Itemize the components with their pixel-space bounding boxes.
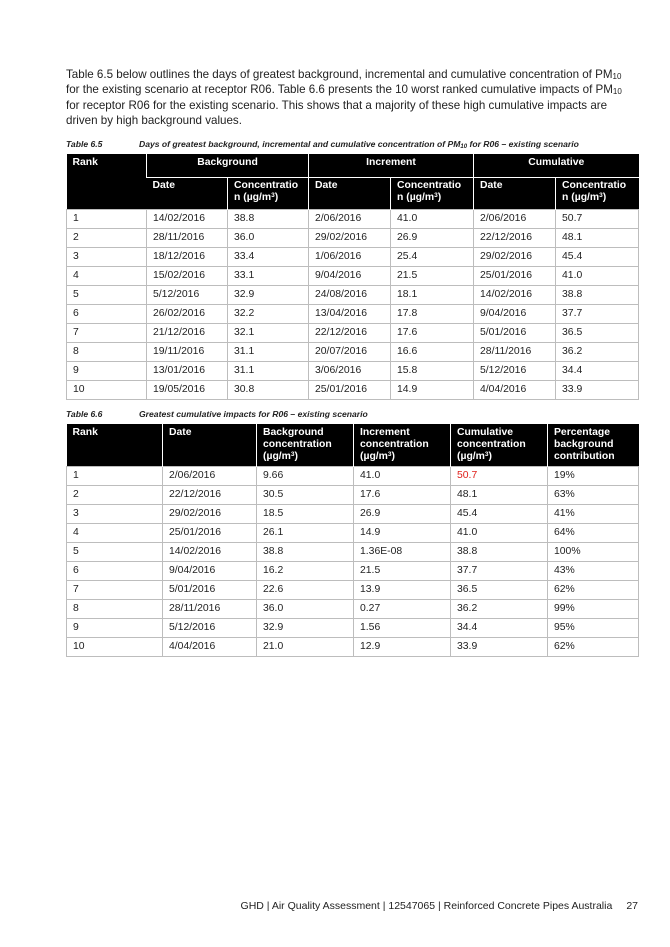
background-date-cell: 21/12/2016 — [147, 324, 228, 343]
column-header-increment: Increment — [309, 154, 474, 178]
cumulative-cell: 36.2 — [451, 600, 548, 619]
increment-concentration-cell: 15.8 — [391, 362, 474, 381]
rank-cell: 4 — [67, 524, 163, 543]
cumulative-cell: 37.7 — [451, 562, 548, 581]
background-cell: 22.6 — [257, 581, 354, 600]
date-cell: 5/01/2016 — [163, 581, 257, 600]
date-cell: 5/12/2016 — [163, 619, 257, 638]
column-header-percentage-background: Percentage background contribution — [548, 424, 639, 467]
cumulative-cell: 48.1 — [451, 486, 548, 505]
increment-concentration-cell: 41.0 — [391, 210, 474, 229]
cumulative-concentration-cell: 48.1 — [556, 229, 639, 248]
table-row — [67, 543, 639, 562]
table-row — [67, 305, 639, 324]
cumulative-date-cell: 5/12/2016 — [474, 362, 556, 381]
table-row — [67, 381, 639, 400]
table-6-5 — [66, 154, 639, 400]
rank-cell: 1 — [67, 467, 163, 486]
percentage-cell: 64% — [548, 524, 639, 543]
column-header-cumulative-concentration: Cumulative concentration $(\mu g/m^3)$ — [451, 424, 548, 467]
table-row — [67, 619, 639, 638]
background-cell: 26.1 — [257, 524, 354, 543]
cumulative-concentration-cell: 50.7 — [556, 210, 639, 229]
rank-cell: 7 — [67, 324, 147, 343]
rank-cell: 10 — [67, 381, 147, 400]
background-date-cell: 15/02/2016 — [147, 267, 228, 286]
cumulative-date-cell: 5/01/2016 — [474, 324, 556, 343]
increment-concentration-cell: 17.8 — [391, 305, 474, 324]
date-cell: 25/01/2016 — [163, 524, 257, 543]
rank-cell: 3 — [67, 505, 163, 524]
table-row — [67, 581, 639, 600]
increment-date-cell: 25/01/2016 — [309, 381, 391, 400]
percentage-cell: 62% — [548, 581, 639, 600]
table-row — [67, 467, 639, 486]
background-concentration-cell: 31.1 — [228, 343, 309, 362]
table-row — [67, 600, 639, 619]
background-cell: 32.9 — [257, 619, 354, 638]
cumulative-cell: 38.8 — [451, 543, 548, 562]
background-concentration-cell: 33.4 — [228, 248, 309, 267]
increment-cell: 21.5 — [354, 562, 451, 581]
increment-date-cell: 3/06/2016 — [309, 362, 391, 381]
column-header-background-concentration: Background concentration $(\mu g/m^3)$ — [257, 424, 354, 467]
table-row — [67, 362, 639, 381]
rank-cell: 9 — [67, 362, 147, 381]
increment-date-cell: 1/06/2016 — [309, 248, 391, 267]
table-row — [67, 505, 639, 524]
background-cell: 21.0 — [257, 638, 354, 657]
column-header-background: Background — [147, 154, 309, 178]
cumulative-concentration-cell: 36.2 — [556, 343, 639, 362]
column-header-increment-concentration: Increment concentration $(\mu g/m^3)$ — [354, 424, 451, 467]
table-row — [67, 486, 639, 505]
background-concentration-cell: 33.1 — [228, 267, 309, 286]
increment-cell: 12.9 — [354, 638, 451, 657]
increment-date-cell: 24/08/2016 — [309, 286, 391, 305]
column-header-cumulative: Cumulative — [474, 154, 639, 178]
increment-cell: 41.0 — [354, 467, 451, 486]
percentage-cell: 63% — [548, 486, 639, 505]
background-date-cell: 19/05/2016 — [147, 381, 228, 400]
increment-cell: 1.36E-08 — [354, 543, 451, 562]
percentage-cell: 43% — [548, 562, 639, 581]
percentage-cell: 100% — [548, 543, 639, 562]
increment-concentration-cell: 25.4 — [391, 248, 474, 267]
background-cell: 36.0 — [257, 600, 354, 619]
column-header-rank: Rank — [67, 424, 163, 467]
background-date-cell: 26/02/2016 — [147, 305, 228, 324]
background-cell: 38.8 — [257, 543, 354, 562]
background-date-cell: 28/11/2016 — [147, 229, 228, 248]
column-header-increment-date: Date — [309, 178, 391, 210]
percentage-cell: 95% — [548, 619, 639, 638]
rank-cell: 3 — [67, 248, 147, 267]
table-row — [67, 562, 639, 581]
table-row — [67, 324, 639, 343]
rank-cell: 4 — [67, 267, 147, 286]
cumulative-concentration-cell: 37.7 — [556, 305, 639, 324]
background-date-cell: 18/12/2016 — [147, 248, 228, 267]
cumulative-concentration-cell: 33.9 — [556, 381, 639, 400]
cumulative-cell-highlighted: 50.7 — [451, 467, 548, 486]
cumulative-date-cell: 2/06/2016 — [474, 210, 556, 229]
page-number: 27 — [626, 900, 638, 912]
cumulative-concentration-cell: 45.4 — [556, 248, 639, 267]
percentage-cell: 99% — [548, 600, 639, 619]
cumulative-date-cell: 9/04/2016 — [474, 305, 556, 324]
increment-cell: 0.27 — [354, 600, 451, 619]
increment-date-cell: 9/04/2016 — [309, 267, 391, 286]
cumulative-date-cell: 14/02/2016 — [474, 286, 556, 305]
increment-cell: 26.9 — [354, 505, 451, 524]
rank-cell: 9 — [67, 619, 163, 638]
column-header-cumulative-concentration: Concentratio n $(\mu g/m^3)$ — [556, 178, 639, 210]
date-cell: 9/04/2016 — [163, 562, 257, 581]
page-footer — [241, 900, 638, 912]
increment-concentration-cell: 26.9 — [391, 229, 474, 248]
increment-cell: 17.6 — [354, 486, 451, 505]
cumulative-date-cell: 25/01/2016 — [474, 267, 556, 286]
rank-cell: 2 — [67, 486, 163, 505]
cumulative-concentration-cell: 36.5 — [556, 324, 639, 343]
rank-cell: 10 — [67, 638, 163, 657]
percentage-cell: 62% — [548, 638, 639, 657]
rank-cell: 8 — [67, 600, 163, 619]
table-6-6 — [66, 424, 639, 657]
cumulative-cell: 33.9 — [451, 638, 548, 657]
column-header-background-concentration: Concentratio n $(\mu g/m^3)$ — [228, 178, 309, 210]
background-concentration-cell: 36.0 — [228, 229, 309, 248]
table-row — [67, 229, 639, 248]
cumulative-date-cell: 28/11/2016 — [474, 343, 556, 362]
background-cell: 18.5 — [257, 505, 354, 524]
cumulative-cell: 45.4 — [451, 505, 548, 524]
rank-cell: 8 — [67, 343, 147, 362]
table-row — [67, 524, 639, 543]
background-cell: 30.5 — [257, 486, 354, 505]
cumulative-cell: 34.4 — [451, 619, 548, 638]
rank-cell: 7 — [67, 581, 163, 600]
cumulative-concentration-cell: 34.4 — [556, 362, 639, 381]
intro-paragraph: Table 6.5 below outlines the days of greatest background, incremental and cumulative concentration of $PM_{10}$ for the existing scenario at receptor R06. Table 6.6 presents the 10 worst ranked cumulative impacts of $PM_{10}$ for receptor R06 for the existing scenario. This shows that a majority of these high cumulative impacts are driven by high background values. — [66, 68, 622, 128]
increment-cell: 13.9 — [354, 581, 451, 600]
background-date-cell: 13/01/2016 — [147, 362, 228, 381]
column-header-date: Date — [163, 424, 257, 467]
date-cell: 14/02/2016 — [163, 543, 257, 562]
table-row — [67, 248, 639, 267]
background-concentration-cell: 30.8 — [228, 381, 309, 400]
background-concentration-cell: 32.1 — [228, 324, 309, 343]
background-date-cell: 19/11/2016 — [147, 343, 228, 362]
cumulative-concentration-cell: 41.0 — [556, 267, 639, 286]
increment-concentration-cell: 18.1 — [391, 286, 474, 305]
table-row — [67, 210, 639, 229]
increment-date-cell: 20/07/2016 — [309, 343, 391, 362]
background-concentration-cell: 32.9 — [228, 286, 309, 305]
increment-cell: 1.56 — [354, 619, 451, 638]
background-concentration-cell: 38.8 — [228, 210, 309, 229]
background-cell: 9.66 — [257, 467, 354, 486]
background-concentration-cell: 32.2 — [228, 305, 309, 324]
rank-cell: 5 — [67, 286, 147, 305]
footer-text: GHD | Air Quality Assessment | 12547065 | Reinforced Concrete Pipes Australia — [240, 900, 613, 912]
background-date-cell: 5/12/2016 — [147, 286, 228, 305]
rank-cell: 6 — [67, 305, 147, 324]
table-row — [67, 267, 639, 286]
column-header-rank: Rank — [67, 154, 147, 210]
increment-date-cell: 13/04/2016 — [309, 305, 391, 324]
date-cell: 29/02/2016 — [163, 505, 257, 524]
date-cell: 28/11/2016 — [163, 600, 257, 619]
increment-concentration-cell: 16.6 — [391, 343, 474, 362]
table-6-5-caption: Table 6.5 Days of greatest background, incremental and cumulative concentration of $PM_{10}$ for R06 – existing scenario — [66, 139, 579, 150]
background-date-cell: 14/02/2016 — [147, 210, 228, 229]
table-6-6-caption: Table 6.6 Greatest cumulative impacts for R06 – existing scenario — [66, 409, 368, 419]
table-row — [67, 638, 639, 657]
percentage-cell: 19% — [548, 467, 639, 486]
increment-date-cell: 2/06/2016 — [309, 210, 391, 229]
background-concentration-cell: 31.1 — [228, 362, 309, 381]
date-cell: 2/06/2016 — [163, 467, 257, 486]
column-header-background-date: Date — [147, 178, 228, 210]
cumulative-concentration-cell: 38.8 — [556, 286, 639, 305]
background-cell: 16.2 — [257, 562, 354, 581]
cumulative-date-cell: 22/12/2016 — [474, 229, 556, 248]
date-cell: 4/04/2016 — [163, 638, 257, 657]
rank-cell: 1 — [67, 210, 147, 229]
table-row — [67, 343, 639, 362]
increment-concentration-cell: 21.5 — [391, 267, 474, 286]
rank-cell: 5 — [67, 543, 163, 562]
date-cell: 22/12/2016 — [163, 486, 257, 505]
cumulative-cell: 41.0 — [451, 524, 548, 543]
increment-date-cell: 22/12/2016 — [309, 324, 391, 343]
column-header-increment-concentration: Concentratio n $(\mu g/m^3)$ — [391, 178, 474, 210]
increment-concentration-cell: 17.6 — [391, 324, 474, 343]
cumulative-date-cell: 4/04/2016 — [474, 381, 556, 400]
column-header-cumulative-date: Date — [474, 178, 556, 210]
rank-cell: 2 — [67, 229, 147, 248]
increment-concentration-cell: 14.9 — [391, 381, 474, 400]
increment-date-cell: 29/02/2016 — [309, 229, 391, 248]
rank-cell: 6 — [67, 562, 163, 581]
table-row — [67, 286, 639, 305]
percentage-cell: 41% — [548, 505, 639, 524]
cumulative-cell: 36.5 — [451, 581, 548, 600]
cumulative-date-cell: 29/02/2016 — [474, 248, 556, 267]
increment-cell: 14.9 — [354, 524, 451, 543]
